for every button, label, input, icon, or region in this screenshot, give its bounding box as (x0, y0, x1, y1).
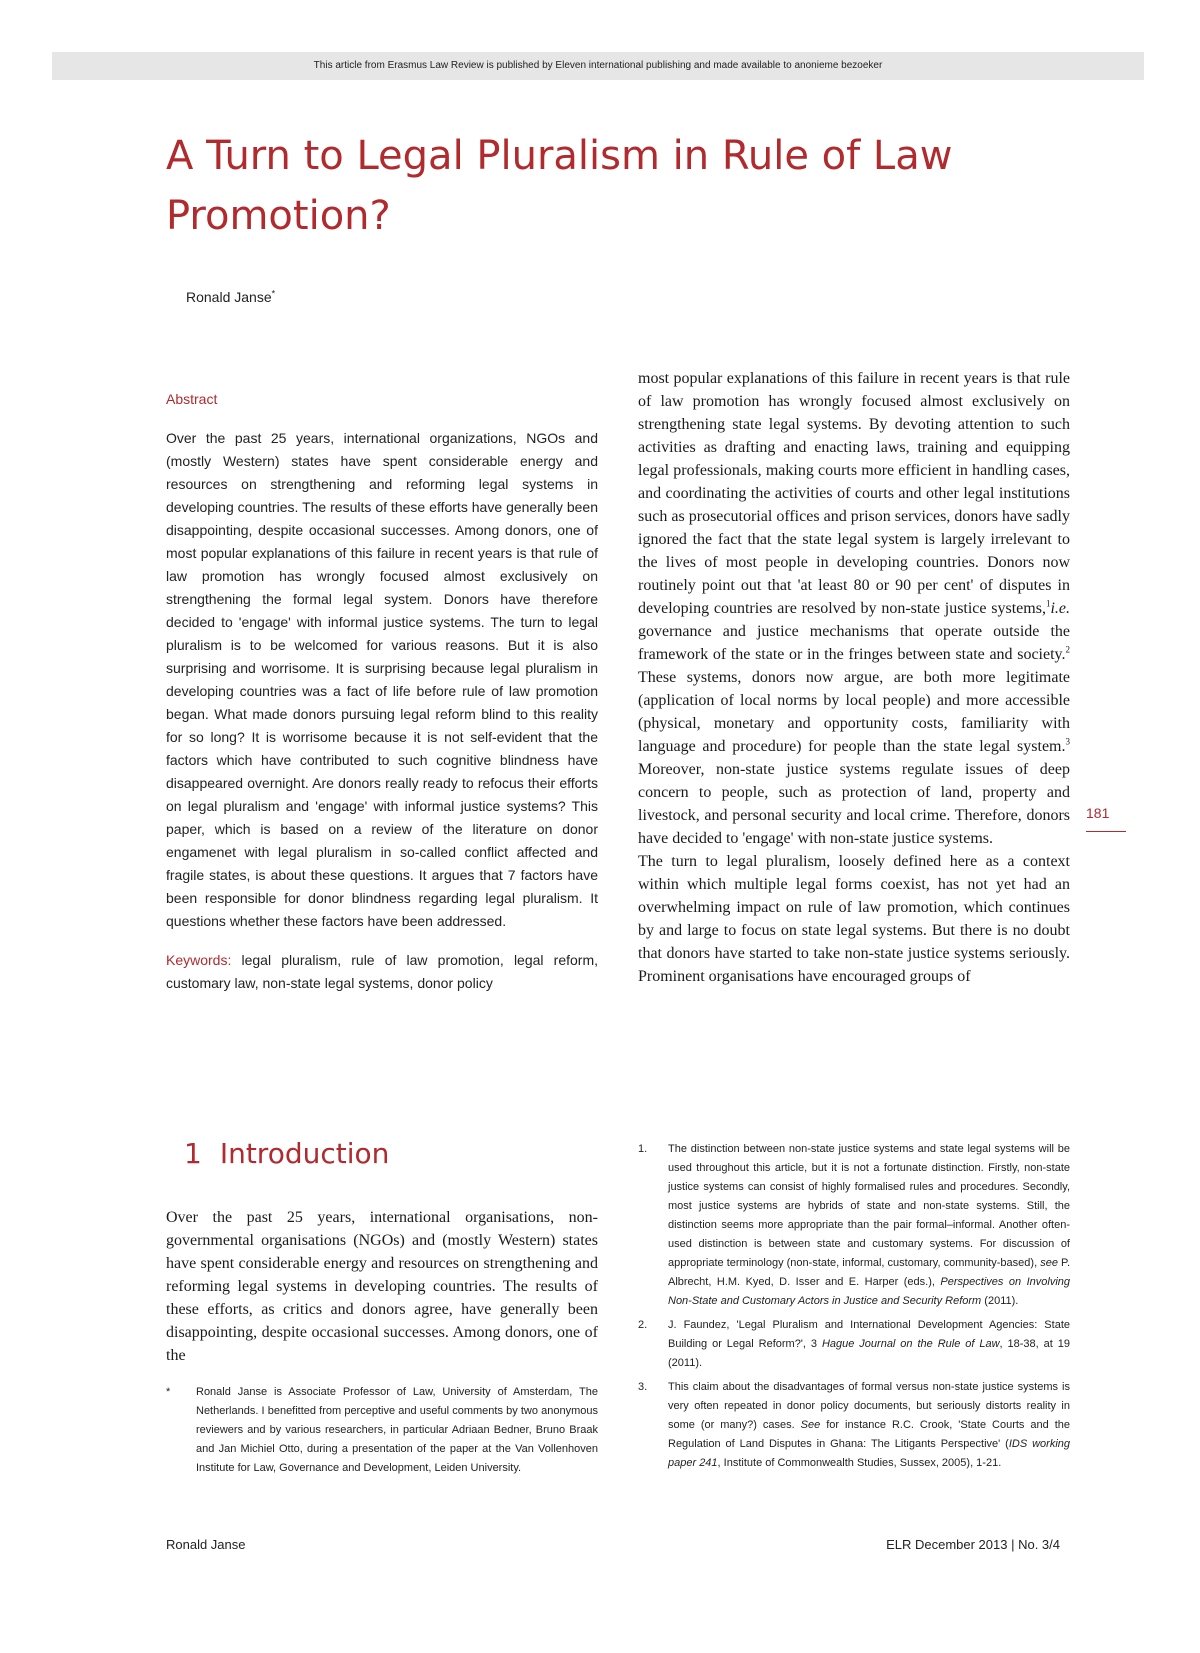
footnote-text (668, 1316, 1070, 1373)
keywords (166, 949, 598, 995)
section-heading (184, 1137, 389, 1170)
body-paragraph-1 (638, 367, 1070, 850)
section-title: Introduction (219, 1137, 390, 1170)
footnote-text-part: for instance R.C. Crook, 'State Courts and the Regulation of Land Disputes in Ghana: The Litigants Perspective' ( (668, 1419, 1070, 1450)
body-paragraph-2: The turn to legal pluralism, loosely defined here as a context within which multiple legal forms coexist, has not yet had an overwhelming impact on rule of law promotion, which continues by and large to focus on state legal systems. But there is no doubt that donors have started to take non-state justice systems seriously. Prominent organisations have encouraged groups of (638, 853, 1070, 985)
author-footnote-text: Ronald Janse is Associate Professor of Law, University of Amsterdam, The Netherlands. I benefitted from perceptive and useful comments by two anonymous reviewers and by various researchers, in particular Adriaan Bedner, Bruno Braak and Jan Michiel Otto, during a presentation of the paper at the Van Vollenhoven Institute for Law, Governance and Development, Leiden University. (196, 1386, 598, 1474)
abstract-paragraph: Over the past 25 years, international organizations, NGOs and (mostly Western) states have spent considerable energy and resources on strengthening and reforming legal systems in developing countries. The results of these efforts have generally been disappointing, despite occasional successes. Among donors, one of most popular explanations of this failure in recent years is that rule of law promotion has wrongly focused almost exclusively on strengthening the formal legal system. Donors have therefore decided to 'engage' with informal justice systems. The turn to legal pluralism is to be welcomed for various reasons. But it is also surprising and worrisome. It is surprising because legal pluralism in developing countries was a fact of life before rule of law promotion began. What made donors pursuing legal reform blind to this reality for so long? It is worrisome because it is not self-evident that the factors which have contributed to such cognitive blindness have disappeared overnight. Are donors really ready to refocus their efforts on legal pluralism and 'engage' with informal justice systems? This paper, which is based on a review of the literature on donor engamenet with legal pluralism in so-called conflict affected and fragile states, is about these questions. It argues that 7 factors have been responsible for donor blindness regarding legal pluralism. It questions whether these factors have been addressed. (166, 430, 598, 929)
footnote-citation-title: Hague Journal on the Rule of Law (821, 1338, 1000, 1350)
footnote-text (668, 1378, 1070, 1473)
footnote-number: 3. (638, 1381, 648, 1393)
author-footnote (166, 1383, 598, 1478)
footnote-ref-3: 3 (1065, 736, 1070, 747)
keywords-list: legal pluralism, rule of law promotion, legal reform, customary law, non-state legal systems, donor policy (166, 952, 598, 991)
ie-abbreviation: i.e. (1050, 600, 1070, 617)
introduction-paragraph: Over the past 25 years, international organisations, non-governmental organisations (NGOs) and (mostly Western) states have spent considerable energy and resources on strengthening and reforming legal systems in developing countries. The results of these efforts, as critics and donors agree, have generally been disappointing, despite occasional successes. Among donors, one of the (166, 1209, 598, 1364)
footnote-text-part: , 18-38, at 19 (2011). (668, 1338, 1070, 1369)
body-text: most popular explanations of this failure in recent years is that rule of law promotion has wrongly focused almost exclusively on strengthening state legal systems. By devoting attention to such activities as drafting and enacting laws, training and equipping legal professionals, making courts more efficient in handling cases, and coordinating the activities of courts and other legal institutions such as prosecutorial offices and prison services, donors have sadly ignored the fact that the state legal system is largely irrelevant to the lives of most people in developing countries. Donors now routinely point out that 'at least 80 or 90 per cent' of disputes in developing countries are resolved by non-state justice systems, (638, 370, 1070, 617)
access-banner: This article from Erasmus Law Review is published by Eleven international publishing and made available to anonieme bezoeker (52, 52, 1144, 80)
footnote-citation-title: Perspectives on Involving Non-State and Customary Actors in Justice and Security Reform (668, 1276, 1070, 1307)
footnote-text-part: This claim about the disadvantages of formal versus non-state justice systems is very often repeated in donor policy documents, but seriously distorts reality in some (or many?) cases. (668, 1381, 1070, 1431)
body-text: governance and justice mechanisms that operate outside the framework of the state or in the fringes between state and society. (638, 623, 1070, 663)
section-number: 1 (184, 1137, 202, 1170)
page-number-rule (1086, 831, 1126, 832)
abstract-heading: Abstract (166, 391, 218, 407)
footnote-ref-1: 1 (1045, 598, 1051, 609)
author-name (186, 289, 275, 305)
footnote-text-part: , Institute of Commonwealth Studies, Sussex, 2005), 1-21. (717, 1457, 1002, 1469)
footer-journal-issue: ELR December 2013 | No. 3/4 (886, 1537, 1060, 1552)
footnote-citation-title: IDS working paper 241 (668, 1438, 1070, 1469)
title-line-1: A Turn to Legal Pluralism in Rule of Law (166, 133, 953, 179)
body-text: These systems, donors now argue, are both more legitimate (application of local norms by local people) and more accessible (physical, monetary and opportunity costs, familiarity with language and procedure) for people than the state legal system. (638, 669, 1070, 755)
footnote-2 (638, 1316, 1070, 1373)
footnote-number: 1. (638, 1143, 648, 1155)
author-footnote-mark: * (166, 1386, 171, 1398)
footnote-ref-2: 2 (1065, 644, 1070, 655)
footnote-3 (638, 1378, 1070, 1473)
article-title (166, 126, 1026, 246)
footnote-text-part: The distinction between non-state justice systems and state legal systems will be used throughout this article, but it is not a fortunate distinction. Firstly, non-state justice systems can consist of highly formalised rules and procedures. Secondly, most justice systems are hybrids of state and non-state systems. Still, the distinction seems more appropriate than the pair formal–informal. Another often-used distinction is between state and customary systems. For discussion of appropriate terminology (non-state, informal, customary, community-based), (668, 1143, 1070, 1269)
author-name-text: Ronald Janse (186, 289, 272, 305)
footnote-text-part: P. Albrecht, H.M. Kyed, D. Isser and E. Harper (eds.), (668, 1257, 1070, 1288)
keywords-label: Keywords: (166, 952, 232, 968)
footnote-number: 2. (638, 1319, 648, 1331)
footnote-text-part: (2011). (981, 1295, 1019, 1307)
abstract-body (166, 427, 598, 933)
footnote-1 (638, 1140, 1070, 1311)
author-footnote-mark: * (271, 288, 276, 299)
footnote-see: see (1040, 1257, 1058, 1269)
footnotes (638, 1140, 1070, 1478)
right-column (638, 367, 1070, 988)
body-text: Moreover, non-state justice systems regulate issues of deep concern to people, such as protection of land, property and livestock, and personal security and local crime. Therefore, donors have decided to 'engage' with non-state justice systems. (638, 761, 1070, 847)
title-line-2: Promotion? (166, 193, 391, 239)
footnote-see: See (800, 1419, 821, 1431)
left-column (166, 388, 598, 995)
page-number: 181 (1086, 805, 1110, 821)
footer-author: Ronald Janse (166, 1537, 246, 1552)
footnote-text (668, 1140, 1070, 1311)
footnote-text-part: J. Faundez, 'Legal Pluralism and International Development Agencies: State Building or Legal Reform?', 3 (668, 1319, 1070, 1350)
